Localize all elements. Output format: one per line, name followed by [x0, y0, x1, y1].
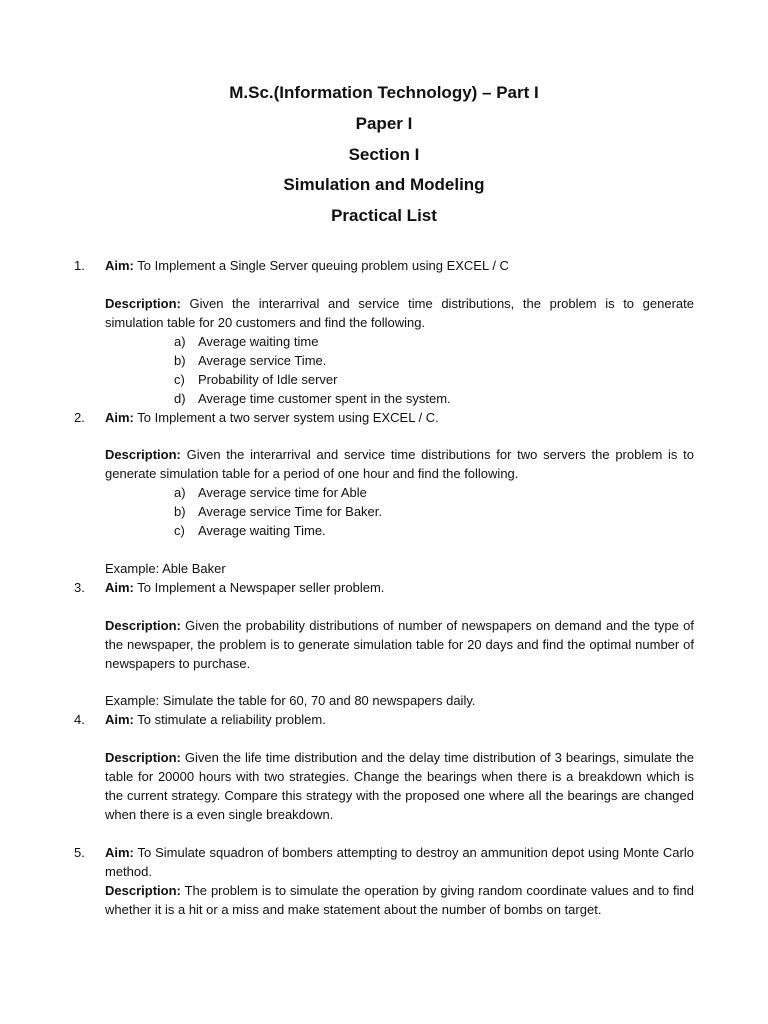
- description-label: Description:: [105, 883, 181, 898]
- aim-text: To Implement a two server system using EXCEL / C.: [137, 410, 439, 425]
- list-item: a) Average waiting time: [174, 334, 319, 349]
- aim-label: Aim:: [105, 410, 134, 425]
- aim-text: To stimulate a reliability problem.: [137, 712, 326, 727]
- practical-5-aim: [105, 843, 694, 881]
- practical-3-aim: [105, 578, 694, 597]
- list-item: b) Average service Time.: [174, 353, 327, 368]
- practical-3-description: [105, 616, 694, 673]
- description-text: Given the probability distributions of number of newspapers on demand and the type of the newspaper, the problem is to generate simulation table for 20 days and find the optimal number of newspapers to purchase.: [105, 618, 694, 671]
- aim-label: Aim:: [105, 258, 134, 273]
- practical-4-aim: [105, 710, 694, 729]
- description-text: Given the interarrival and service time distributions, the problem is to generate simulation table for 20 customers and find the following.: [105, 296, 694, 330]
- practical-2-example: Example: Able Baker: [105, 561, 226, 576]
- list-title: Practical List: [331, 206, 437, 225]
- description-text: The problem is to simulate the operation by giving random coordinate values and to find whether it is a hit or a miss and make statement about the number of bombs on target.: [105, 883, 694, 917]
- practical-5-description: [105, 881, 694, 919]
- practical-5-number: 5.: [74, 845, 85, 860]
- practical-3-number: 3.: [74, 580, 85, 595]
- practical-2-aim: [105, 408, 694, 427]
- program-title: M.Sc.(Information Technology) – Part I: [229, 83, 539, 102]
- practical-2-number: 2.: [74, 410, 85, 425]
- list-item: a) Average service time for Able: [174, 485, 367, 500]
- description-text: Given the interarrival and service time distributions for two servers the problem is to generate simulation table for a period of one hour and find the following.: [105, 447, 694, 481]
- practical-4-number: 4.: [74, 712, 85, 727]
- aim-label: Aim:: [105, 712, 134, 727]
- aim-text: To Simulate squadron of bombers attempting to destroy an ammunition depot using Monte Carlo method.: [105, 845, 694, 879]
- list-item: b) Average service Time for Baker.: [174, 504, 383, 519]
- practical-3-example: Example: Simulate the table for 60, 70 and 80 newspapers daily.: [105, 693, 476, 708]
- aim-label: Aim:: [105, 580, 134, 595]
- aim-label: Aim:: [105, 845, 134, 860]
- section-title: Section I: [348, 145, 420, 164]
- aim-text: To Implement a Single Server queuing problem using EXCEL / C: [137, 258, 509, 273]
- description-label: Description:: [105, 296, 181, 311]
- description-text: Given the life time distribution and the delay time distribution of 3 bearings, simulate the table for 20000 hours with two strategies. Change the bearings when there is a breakdown which is the current strategy. Compare this strategy with the proposed one where all the bearings are changed when there is a even single breakdown.: [105, 750, 694, 822]
- list-item: c) Average waiting Time.: [174, 523, 326, 538]
- practical-1-aim: [105, 256, 694, 275]
- paper-title: Paper I: [355, 114, 413, 133]
- description-label: Description:: [105, 447, 181, 462]
- description-label: Description:: [105, 750, 181, 765]
- list-item: c) Probability of Idle server: [174, 372, 338, 387]
- subject-title: Simulation and Modeling: [283, 175, 485, 194]
- practical-4-description: [105, 748, 694, 824]
- aim-text: To Implement a Newspaper seller problem.: [137, 580, 385, 595]
- description-label: Description:: [105, 618, 181, 633]
- list-item: d) Average time customer spent in the system.: [174, 391, 451, 406]
- practical-1-number: 1.: [74, 258, 85, 273]
- practical-1-description: [105, 294, 694, 332]
- practical-2-description: [105, 445, 694, 483]
